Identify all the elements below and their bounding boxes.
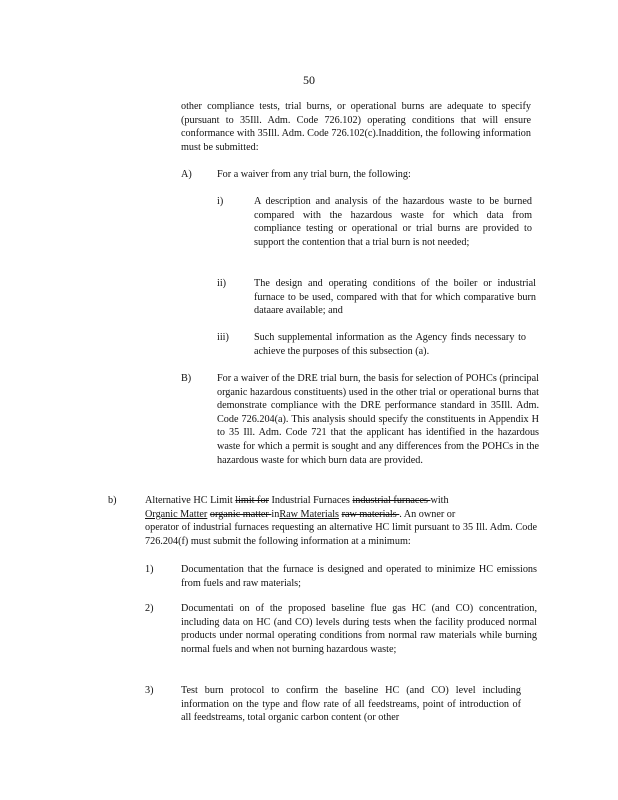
section-b-label: b) [108,495,117,506]
item-2-label: 2) [145,603,154,614]
item-1-label: 1) [145,564,154,575]
item-3-text: Test burn protocol to confirm the baseline HC (and CO) level including information on the type and flow rate of all feedstreams, point of introduction of all feedstreams, total organic carbon content (or other [181,685,521,724]
item-b-text: For a waiver of the DRE trial burn, the basis for selection of POHCs (principal organic hazardous constituents) used in the other trial or operational burns that demonstrate compliance with the DRE performance standard in 35Ill. Adm. Code 726.204(a). This analysis should specify the constituents in Appendix H to 35 Ill. Adm. Code 721 that the applicant has identified in the hazardous waste for which a permit is sought and any differences from the POHCs in the hazardous waste for which burn data are provided. [217,373,539,466]
item-a-text: For a waiver from any trial burn, the following: [217,169,411,180]
heading-text-1: Alternative HC Limit [145,495,236,506]
heading-text-5: in [271,508,280,520]
item-a-iii-text: Such supplemental information as the Agency finds necessary to achieve the purposes of this subsection (a). [254,332,526,357]
heading-text-3: with [430,495,449,506]
item-b-label: B) [181,373,192,384]
item-a-i-label: i) [217,196,224,207]
item-1-text: Documentation that the furnace is designed and operated to minimize HC emissions from fuels and raw materials; [181,564,537,589]
item-a-iii-label: iii) [217,332,229,343]
item-2-text: Documentati on of the proposed baseline flue gas HC (and CO) concentration, including data on HC (and CO) levels during tests when the facility produced normal products under normal operating conditions from normal raw materials while burning normal fuels and when not burning hazardous waste; [181,603,537,655]
heading-text-7: . An owner or [399,508,456,520]
item-a-i-text: A description and analysis of the hazardous waste to be burned compared with the hazardous waste for which data from compliance testing or operational or trial burns are provided to support the contention that a trial burn is not needed; [254,196,532,248]
item-a-label: A) [181,169,192,180]
heading-deleted-3: organic matter [209,508,272,520]
heading-inserted-1: Organic Matter [145,508,208,520]
heading-deleted-4: raw materials [341,508,400,520]
section-b-continuation: operator of industrial furnaces requesting an alternative HC limit pursuant to 35 Ill. Adm. Code 726.204(f) must submit the following information at a minimum: [145,522,537,547]
page-number: 50 [303,73,315,87]
heading-inserted-2: Raw Materials [279,508,340,520]
item-a-ii-text: The design and operating conditions of the boiler or industrial furnace to be used, compared with that for which comparative burn dataare available; and [254,278,536,317]
item-3-label: 3) [145,685,154,696]
section-b-heading [145,494,537,521]
item-a-ii-label: ii) [217,278,227,289]
heading-deleted-2: industrial furnaces [352,495,431,506]
heading-deleted-1: limit for [235,495,269,506]
intro-paragraph: other compliance tests, trial burns, or operational burns are adequate to specify (pursuant to 35Ill. Adm. Code 726.102) operating conditions that will ensure conformance with 35Ill. Adm. Code 726.102(c).Inaddition, the following information must be submitted: [181,101,531,153]
heading-text-2: Industrial Furnaces [268,495,353,506]
